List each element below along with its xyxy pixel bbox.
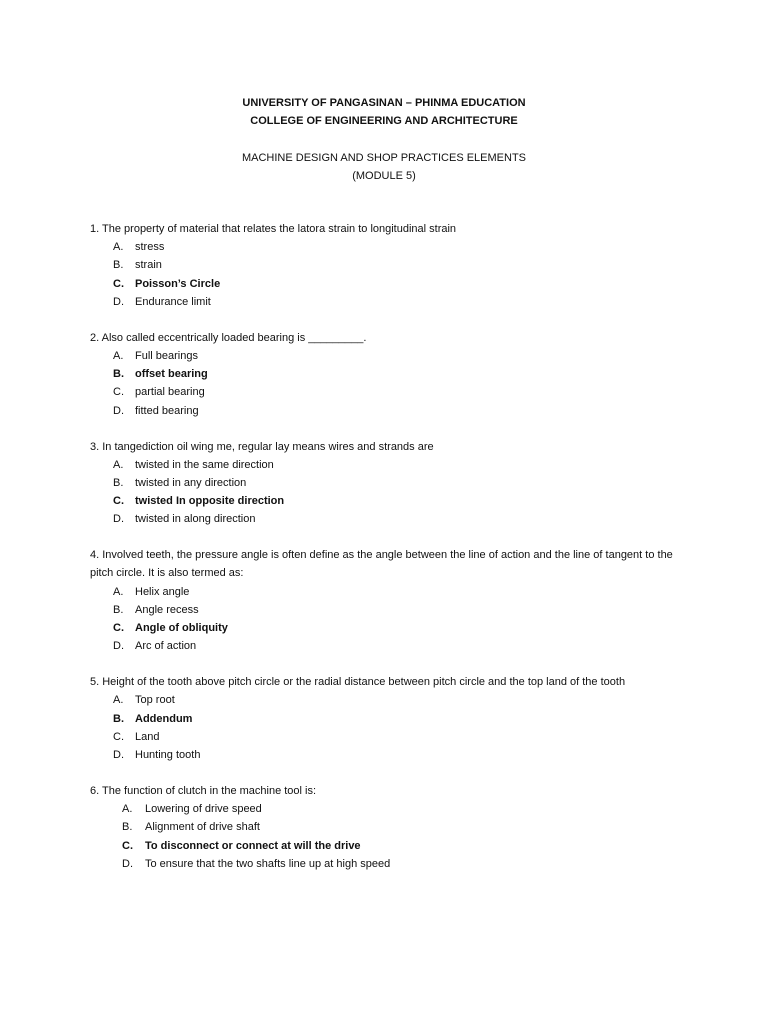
course-title: MACHINE DESIGN AND SHOP PRACTICES ELEMENTS <box>241 152 527 164</box>
option-list <box>90 691 690 764</box>
option-text: twisted In opposite direction <box>135 495 285 508</box>
option-text: To ensure that the two shafts line up at high speed <box>145 857 391 870</box>
option-item <box>90 637 690 655</box>
option-list <box>90 238 690 311</box>
option-text: twisted in along direction <box>135 513 256 526</box>
option-letter: C. <box>113 386 124 399</box>
option-letter: A. <box>122 803 133 816</box>
option-letter: D. <box>113 295 124 308</box>
option-letter: C. <box>122 839 133 852</box>
option-text: Lowering of drive speed <box>145 803 262 816</box>
question-block <box>90 220 690 311</box>
option-item <box>90 238 690 256</box>
option-item <box>90 456 690 474</box>
option-item <box>90 746 690 764</box>
option-letter: B. <box>113 603 124 616</box>
option-letter: C. <box>113 495 124 508</box>
option-letter: D. <box>113 748 124 761</box>
option-text: Full bearings <box>135 349 198 362</box>
option-item-correct <box>90 710 690 728</box>
question-text: 6. The function of clutch in the machine tool is: <box>90 784 317 797</box>
option-text: fitted bearing <box>135 404 199 417</box>
option-text: twisted in the same direction <box>135 458 274 471</box>
question-text: 5. Height of the tooth above pitch circle or the radial distance between pitch circle and the top land of the tooth <box>90 676 626 689</box>
option-letter: D. <box>122 857 133 870</box>
option-letter: B. <box>122 821 133 834</box>
option-text: offset bearing <box>135 368 208 381</box>
question-block <box>90 438 690 529</box>
option-letter: C. <box>113 730 124 743</box>
option-text: Land <box>135 730 160 743</box>
option-text: Angle recess <box>135 603 199 616</box>
option-text: partial bearing <box>135 386 205 399</box>
question-text: 3. In tangediction oil wing me, regular lay means wires and strands are <box>90 440 434 453</box>
option-list <box>90 800 690 873</box>
option-item-correct <box>90 619 690 637</box>
option-item-correct <box>90 837 690 855</box>
option-item-correct <box>90 365 690 383</box>
option-letter: B. <box>113 712 124 725</box>
option-item <box>90 728 690 746</box>
option-item-correct <box>90 275 690 293</box>
option-letter: B. <box>113 259 124 272</box>
option-letter: A. <box>113 694 124 707</box>
option-text: Helix angle <box>135 585 190 598</box>
question-text: 2. Also called eccentrically loaded bearing is _________. <box>90 331 367 344</box>
option-letter: C. <box>113 622 124 635</box>
option-letter: A. <box>113 241 124 254</box>
option-text: stress <box>135 241 165 254</box>
option-text: Arc of action <box>135 640 197 653</box>
option-letter: A. <box>113 349 124 362</box>
option-item <box>90 691 690 709</box>
option-item-correct <box>90 492 690 510</box>
option-text: Alignment of drive shaft <box>145 821 260 834</box>
option-item <box>90 855 690 873</box>
option-letter: D. <box>113 404 124 417</box>
university-name: UNIVERSITY OF PANGASINAN – PHINMA EDUCATION <box>242 97 526 109</box>
option-text: Angle of obliquity <box>135 622 228 635</box>
question-block <box>90 673 690 764</box>
option-item <box>90 383 690 401</box>
option-item <box>90 818 690 836</box>
option-item <box>90 474 690 492</box>
question-block <box>90 329 690 420</box>
option-letter: B. <box>113 368 124 381</box>
option-text: Addendum <box>135 712 193 725</box>
module-label: (MODULE 5) <box>352 170 416 182</box>
option-item <box>90 293 690 311</box>
option-item <box>90 510 690 528</box>
option-text: Hunting tooth <box>135 748 201 761</box>
option-item <box>90 601 690 619</box>
option-list <box>90 456 690 529</box>
option-item <box>90 256 690 274</box>
option-letter: D. <box>113 640 124 653</box>
option-item <box>90 800 690 818</box>
option-text: twisted in any direction <box>135 476 247 489</box>
question-text: 1. The property of material that relates the latora strain to longitudinal strain <box>90 223 457 235</box>
question-block <box>90 546 690 655</box>
option-text: Top root <box>135 694 175 707</box>
option-list <box>90 347 690 420</box>
option-list <box>90 583 690 656</box>
option-letter: B. <box>113 476 124 489</box>
option-text: Endurance limit <box>135 295 211 308</box>
option-text: To disconnect or connect at will the drive <box>145 839 361 852</box>
option-item <box>90 347 690 365</box>
option-letter: D. <box>113 513 124 526</box>
option-letter: C. <box>113 277 124 290</box>
option-item <box>90 402 690 420</box>
question-text: 4. Involved teeth, the pressure angle is often define as the angle between the line of action and the line of tangent to the pitch circle. It is also termed as: <box>90 549 673 580</box>
option-letter: A. <box>113 585 124 598</box>
option-text: strain <box>135 259 162 272</box>
option-letter: A. <box>113 458 124 471</box>
option-item <box>90 583 690 601</box>
question-list <box>90 220 690 891</box>
college-name: COLLEGE OF ENGINEERING AND ARCHITECTURE <box>250 115 518 127</box>
document-header <box>0 94 768 185</box>
option-text: Poisson’s Circle <box>135 277 221 290</box>
question-block <box>90 782 690 873</box>
